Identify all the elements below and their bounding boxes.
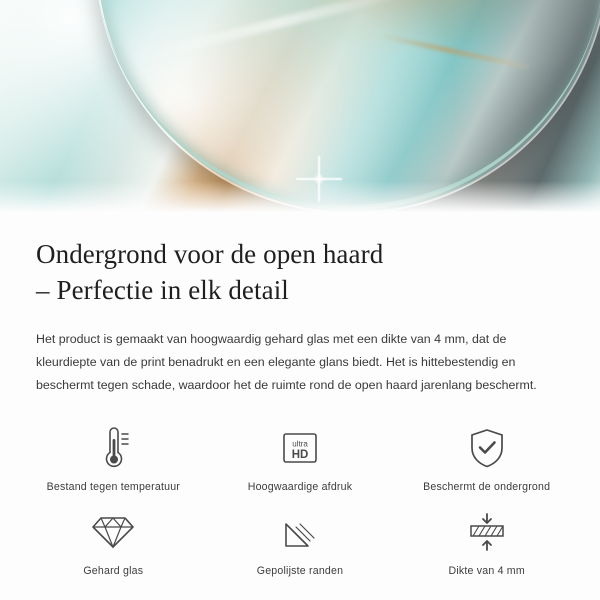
feature-item-tempered-glass <box>20 509 207 577</box>
svg-text:ultra: ultra <box>292 439 308 449</box>
feature-label: Beschermt de ondergrond <box>423 481 551 494</box>
polished-edges-icon <box>277 509 323 555</box>
hero-image <box>0 0 600 215</box>
feature-item-surface-protection <box>393 425 580 493</box>
svg-text:HD: HD <box>291 449 309 462</box>
text-content <box>0 215 600 397</box>
headline-line-2: – Perfectie in elk detail <box>36 274 289 305</box>
ultra-hd-icon <box>277 425 323 471</box>
feature-label: Gepolijste randen <box>256 565 344 578</box>
feature-item-temperature <box>20 425 207 493</box>
feature-item-thickness <box>393 509 580 577</box>
feature-grid <box>0 425 600 577</box>
body-paragraph: Het product is gemaakt van hoogwaardig gehard glas met een dikte van 4 mm, dat de kleurdiepte van de print benadrukt en een elegante glans biedt. Het is hittebestendig en beschermt tegen schade, waardoor het de ruimte rond de open haard jarenlang beschermt. <box>36 332 537 393</box>
hero-bottom-fade <box>0 181 600 215</box>
thickness-arrows-icon <box>464 509 510 555</box>
headline-line-1: Ondergrond voor de open haard <box>36 239 384 269</box>
shield-check-icon <box>464 425 510 471</box>
diamond-icon <box>90 509 136 555</box>
feature-label: Dikte van 4 mm <box>448 565 525 578</box>
feature-label: Gehard glas <box>83 565 144 578</box>
feature-item-polished-edges <box>207 509 394 577</box>
page-title <box>36 237 564 308</box>
feature-label: Hoogwaardige afdruk <box>247 481 353 494</box>
thermometer-icon <box>90 425 136 471</box>
feature-item-print-quality <box>207 425 394 493</box>
feature-label: Bestand tegen temperatuur <box>46 481 181 494</box>
